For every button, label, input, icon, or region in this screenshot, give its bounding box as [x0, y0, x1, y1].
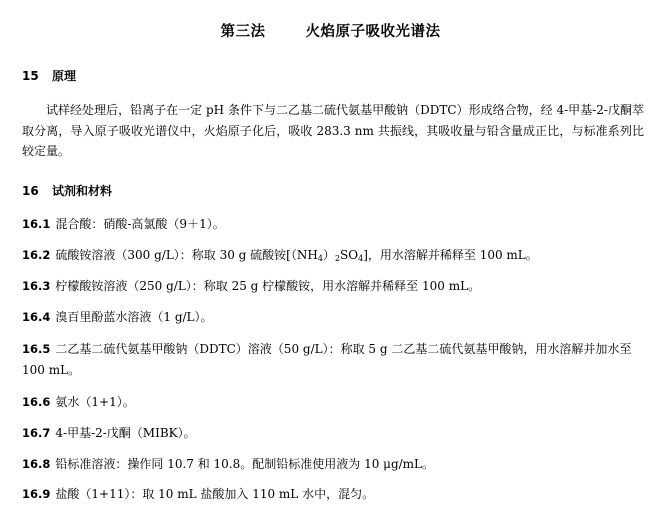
method-name: 火焰原子吸收光谱法: [305, 24, 441, 40]
reagent-item: [22, 339, 644, 380]
item-text: ]，用水溶解并稀释至 100 mL。: [363, 248, 538, 262]
item-text: 4-甲基-2-戊酮（MIBK）。: [55, 426, 196, 440]
item-text: 盐酸（1+11）：取 10 mL 盐酸加入 110 mL 水中，混匀。: [55, 487, 375, 501]
item-number: 16.9: [22, 487, 51, 501]
item-number: 16.6: [22, 395, 51, 409]
reagent-item: [22, 245, 644, 266]
subscript: 2: [334, 254, 341, 263]
section-title: 原理: [52, 69, 77, 83]
item-number: 16.1: [22, 217, 51, 231]
item-text: SO: [340, 248, 359, 262]
subscript: 4: [358, 254, 364, 263]
method-title: [0, 20, 661, 41]
section-16-heading: [22, 182, 112, 199]
reagent-item: [22, 392, 644, 413]
item-text: 柠檬酸铵溶液（250 g/L）：称取 25 g 柠檬酸铵，用水溶解并稀释至 100 mL。: [55, 279, 481, 293]
reagent-item: [22, 454, 644, 475]
item-number: 16.8: [22, 457, 51, 471]
reagent-item: [22, 423, 644, 444]
reagent-item: [22, 484, 644, 505]
section-title: 试剂和材料: [52, 184, 113, 198]
subscript: 4: [317, 254, 323, 263]
item-text: 溴百里酚蓝水溶液（1 g/L）。: [55, 310, 213, 324]
reagent-item: [22, 307, 644, 328]
reagent-item: [22, 276, 644, 297]
item-number: 16.4: [22, 310, 51, 324]
item-number: 16.2: [22, 248, 51, 262]
reagent-item: [22, 214, 644, 235]
item-text: ）: [322, 248, 335, 262]
item-number: 16.5: [22, 342, 51, 356]
item-number: 16.7: [22, 426, 51, 440]
principle-paragraph: 试样经处理后，铅离子在一定 pH 条件下与二乙基二硫代氨基甲酸钠（DDTC）形成络合物，经 4-甲基-2-戊酮萃取分离，导入原子吸收光谱仪中，火焰原子化后，吸收 283.3 nm 共振线，其吸收量与铅含量成正比，与标准系列比较定量。: [22, 103, 644, 158]
section-number: 15: [22, 69, 39, 83]
section-number: 16: [22, 184, 39, 198]
item-text: 二乙基二硫代氨基甲酸钠（DDTC）溶液（50 g/L）：称取 5 g 二乙基二硫代氨基甲酸钠，用水溶解并加水至 100 mL。: [22, 342, 632, 377]
item-text: 混合酸：硝酸-高氯酸（9＋1）。: [55, 217, 225, 231]
item-text: 氨水（1+1）。: [55, 395, 135, 409]
item-text: 铅标准溶液：操作同 10.7 和 10.8。配制铅标准使用液为 10 μg/mL。: [55, 457, 435, 471]
item-text: 硫酸铵溶液（300 g/L）：称取 30 g 硫酸铵[（NH: [55, 248, 318, 262]
item-number: 16.3: [22, 279, 51, 293]
method-number: 第三法: [220, 24, 266, 40]
section-15-heading: [22, 67, 76, 84]
